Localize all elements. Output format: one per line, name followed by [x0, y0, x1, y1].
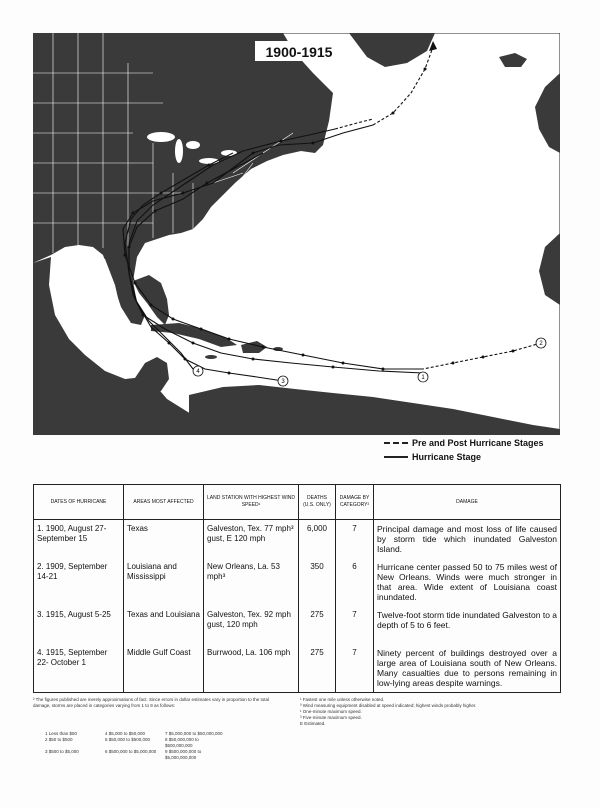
svg-text:1: 1: [421, 375, 425, 381]
solid-line-swatch: [384, 456, 408, 458]
legend-hurricane-label: Hurricane Stage: [412, 452, 482, 462]
cell-deaths: 275: [299, 644, 336, 693]
cell-damage: Principal damage and most loss of life caused by storm tide which inundated Galveston Island.: [374, 520, 561, 559]
dashed-line-swatch: [384, 442, 408, 444]
footnote-line: ³ Five-minute maximum speed.: [300, 715, 362, 720]
cell-deaths: 275: [299, 606, 336, 644]
cell-category: 7: [336, 606, 374, 644]
cell-area: Texas: [124, 520, 204, 559]
scale-entry: 2 $50 to $500: [45, 737, 73, 742]
scale-entry: 8 $50,000,000 to $500,000,000: [165, 737, 199, 748]
table-row: [34, 644, 561, 693]
legend-hurricane: [384, 452, 481, 462]
footnote-line: ¹ Fastest one mile unless otherwise noted.: [300, 697, 385, 702]
cell-date: 3. 1915, August 5-25: [34, 606, 124, 644]
cell-damage: Ninety percent of buildings destroyed over a large area of Louisiana south of New Orleans. Many casualties due to persons remaining in low-lying areas despite warnings.: [374, 644, 561, 693]
svg-text:4: 4: [196, 369, 200, 375]
table-row: [34, 606, 561, 644]
cell-damage: Twelve-foot storm tide inundated Galveston to a depth of 5 to 6 feet.: [374, 606, 561, 644]
storm-marker-2: [536, 338, 546, 348]
cell-category: 7: [336, 520, 374, 559]
header-station: LAND STATION WITH HIGHEST WIND SPEED¹: [204, 485, 299, 520]
svg-text:3: 3: [281, 379, 285, 385]
scale-entry: 6 $500,000 to $5,000,000: [105, 749, 157, 754]
footnote-line: ³ Wind measuring equipment disabled at speed indicated; highest winds probably higher.: [300, 703, 477, 708]
footnote-line: ¹ One-minute maximum speed.: [300, 709, 362, 714]
damage-category-scale: [45, 731, 285, 761]
header-category: DAMAGE BY CATEGORY²: [336, 485, 374, 520]
scale-entry: 9 $500,000,000 to $5,000,000,000: [165, 749, 202, 760]
footnote-damage-categories: ² The figures published are merely approximations of fact. Since errors in dollar estimates vary in proportion to the total damage, storms are placed in categories varying from 1 to 9 as follows:: [33, 697, 270, 708]
scale-entry: [225, 737, 285, 749]
header-deaths: DEATHS (U.S. ONLY): [299, 485, 336, 520]
footnote-left: [33, 697, 273, 709]
cell-category: 6: [336, 558, 374, 606]
cell-station: New Orleans, La. 53 mph³: [204, 558, 299, 606]
storm-marker-3: [278, 376, 288, 386]
footnote-line: E Estimated.: [300, 721, 326, 726]
cell-deaths: 350: [299, 558, 336, 606]
cell-station: Galveston, Tex. 92 mph gust, 120 mph: [204, 606, 299, 644]
table-row: [34, 558, 561, 606]
scale-entry: 5 $50,000 to $500,000: [105, 737, 151, 742]
hurricane-track-map: [33, 33, 560, 435]
scale-entry: 1 Less than $50: [45, 731, 78, 736]
jamaica: [205, 355, 217, 359]
hurricane-table: [33, 484, 561, 693]
header-damage: DAMAGE: [374, 485, 561, 520]
scale-entry: 7 $5,000,000 to $50,000,000: [165, 731, 223, 736]
header-dates: DATES OF HURRICANE: [34, 485, 124, 520]
scale-entry: 3 $500 to $5,000: [45, 749, 79, 754]
cell-date: 4. 1915, September 22- October 1: [34, 644, 124, 693]
legend-pre-post: [384, 438, 544, 448]
footnote-right: [300, 697, 540, 727]
cell-date: 1. 1900, August 27-September 15: [34, 520, 124, 559]
cell-category: 7: [336, 644, 374, 693]
svg-text:2: 2: [539, 341, 543, 347]
cell-deaths: 6,000: [299, 520, 336, 559]
cell-area: Middle Gulf Coast: [124, 644, 204, 693]
cell-damage: Hurricane center passed 50 to 75 miles west of New Orleans. Winds were much stronger in that area. Wide extent of Louisiana coast inundated.: [374, 558, 561, 606]
storm-marker-4: [193, 366, 203, 376]
legend-pre-post-label: Pre and Post Hurricane Stages: [412, 438, 544, 448]
cell-date: 2. 1909, September 14-21: [34, 558, 124, 606]
cell-station: Burrwood, La. 106 mph: [204, 644, 299, 693]
cell-area: Texas and Louisiana: [124, 606, 204, 644]
cell-station: Galveston, Tex. 77 mph³ gust, E 120 mph: [204, 520, 299, 559]
table-header-row: [34, 485, 561, 520]
cell-area: Louisiana and Mississippi: [124, 558, 204, 606]
header-areas: AREAS MOST AFFECTED: [124, 485, 204, 520]
table-row: [34, 520, 561, 559]
scale-entry: [225, 749, 285, 761]
map-title: 1900-1915: [265, 44, 333, 60]
storm-marker-1: [418, 372, 428, 382]
scale-entry: 4 $5,000 to $50,000: [105, 731, 146, 736]
